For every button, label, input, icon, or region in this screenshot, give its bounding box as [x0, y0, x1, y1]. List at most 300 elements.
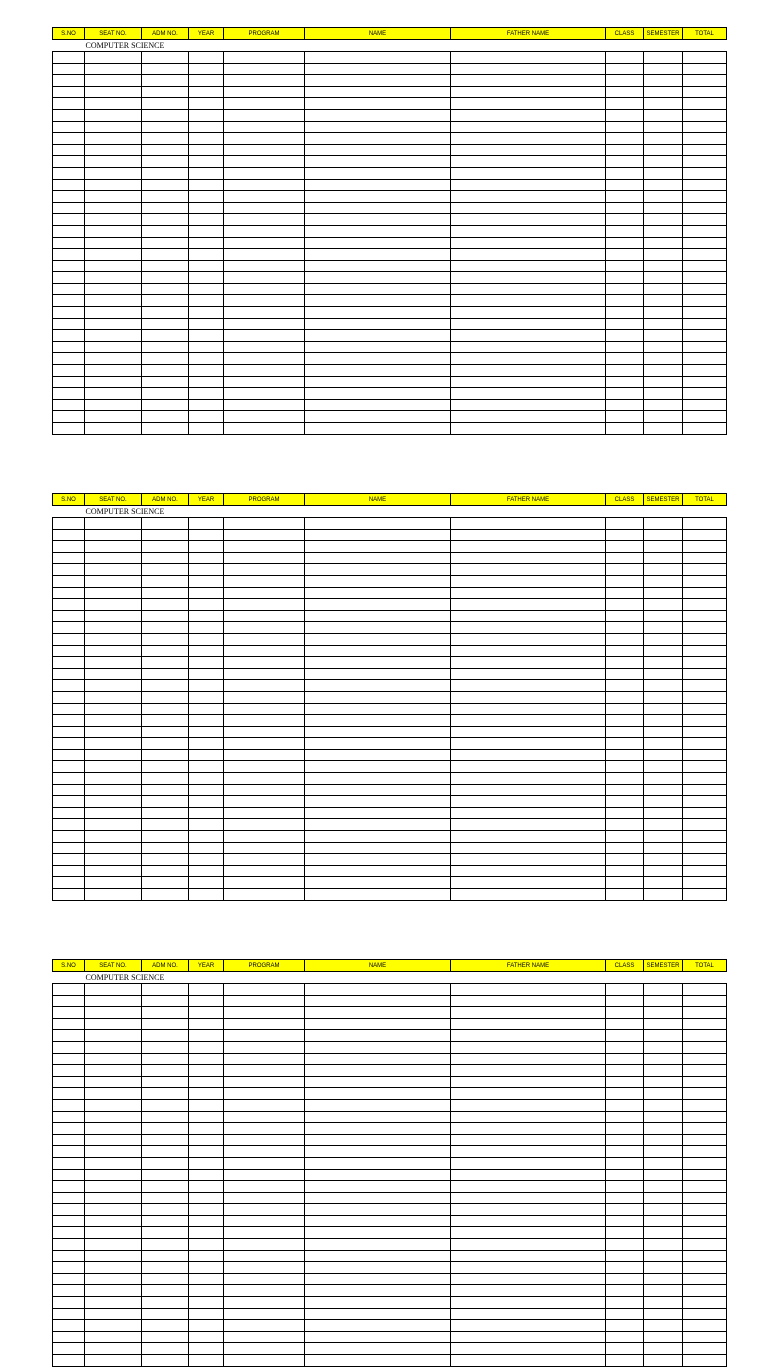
table-cell[interactable]: [305, 388, 451, 400]
table-cell[interactable]: [451, 726, 606, 738]
table-cell[interactable]: [451, 1030, 606, 1042]
table-cell[interactable]: [644, 1262, 683, 1274]
table-cell[interactable]: [683, 237, 727, 249]
table-cell[interactable]: [644, 691, 683, 703]
table-cell[interactable]: [53, 889, 85, 901]
table-cell[interactable]: [53, 819, 85, 831]
table-cell[interactable]: [53, 1273, 85, 1285]
table-cell[interactable]: [189, 1099, 224, 1111]
table-cell[interactable]: [451, 1041, 606, 1053]
table-cell[interactable]: [451, 761, 606, 773]
table-cell[interactable]: [683, 773, 727, 785]
table-cell[interactable]: [53, 167, 85, 179]
table-cell[interactable]: [606, 52, 644, 64]
table-cell[interactable]: [85, 1123, 142, 1135]
table-cell[interactable]: [53, 75, 85, 87]
table-cell[interactable]: [451, 52, 606, 64]
table-cell[interactable]: [85, 622, 142, 634]
table-cell[interactable]: [53, 272, 85, 284]
table-cell[interactable]: [85, 86, 142, 98]
table-cell[interactable]: [683, 365, 727, 377]
table-cell[interactable]: [85, 52, 142, 64]
table-cell[interactable]: [53, 1053, 85, 1065]
table-cell[interactable]: [142, 1308, 189, 1320]
table-cell[interactable]: [305, 552, 451, 564]
table-cell[interactable]: [305, 75, 451, 87]
table-cell[interactable]: [451, 854, 606, 866]
table-cell[interactable]: [606, 575, 644, 587]
table-cell[interactable]: [305, 773, 451, 785]
table-cell[interactable]: [305, 668, 451, 680]
table-cell[interactable]: [683, 133, 727, 145]
table-cell[interactable]: [644, 179, 683, 191]
table-cell[interactable]: [451, 144, 606, 156]
table-cell[interactable]: [224, 98, 305, 110]
table-cell[interactable]: [85, 784, 142, 796]
table-cell[interactable]: [644, 98, 683, 110]
table-cell[interactable]: [224, 1065, 305, 1077]
table-cell[interactable]: [53, 283, 85, 295]
table-cell[interactable]: [451, 1285, 606, 1297]
table-cell[interactable]: [53, 388, 85, 400]
table-cell[interactable]: [683, 1204, 727, 1216]
table-cell[interactable]: [683, 1157, 727, 1169]
table-cell[interactable]: [189, 1285, 224, 1297]
table-cell[interactable]: [606, 365, 644, 377]
table-cell[interactable]: [606, 1320, 644, 1332]
table-cell[interactable]: [224, 680, 305, 692]
table-cell[interactable]: [85, 518, 142, 530]
table-cell[interactable]: [224, 657, 305, 669]
table-cell[interactable]: [189, 272, 224, 284]
table-cell[interactable]: [606, 202, 644, 214]
table-cell[interactable]: [644, 552, 683, 564]
table-cell[interactable]: [53, 854, 85, 866]
table-cell[interactable]: [85, 179, 142, 191]
table-cell[interactable]: [224, 1297, 305, 1309]
table-cell[interactable]: [606, 1018, 644, 1030]
table-cell[interactable]: [85, 98, 142, 110]
table-cell[interactable]: [305, 1181, 451, 1193]
table-cell[interactable]: [644, 318, 683, 330]
table-cell[interactable]: [142, 854, 189, 866]
table-cell[interactable]: [224, 388, 305, 400]
table-cell[interactable]: [644, 1053, 683, 1065]
table-cell[interactable]: [644, 167, 683, 179]
table-cell[interactable]: [53, 179, 85, 191]
table-cell[interactable]: [683, 865, 727, 877]
table-cell[interactable]: [189, 1053, 224, 1065]
table-cell[interactable]: [85, 552, 142, 564]
table-cell[interactable]: [53, 109, 85, 121]
table-cell[interactable]: [85, 865, 142, 877]
table-cell[interactable]: [305, 214, 451, 226]
table-cell[interactable]: [142, 295, 189, 307]
table-cell[interactable]: [644, 63, 683, 75]
table-cell[interactable]: [53, 703, 85, 715]
table-cell[interactable]: [305, 749, 451, 761]
table-cell[interactable]: [189, 1111, 224, 1123]
table-cell[interactable]: [683, 984, 727, 996]
table-cell[interactable]: [683, 423, 727, 435]
table-cell[interactable]: [644, 1076, 683, 1088]
table-cell[interactable]: [644, 1308, 683, 1320]
table-cell[interactable]: [644, 738, 683, 750]
table-cell[interactable]: [644, 1181, 683, 1193]
table-cell[interactable]: [683, 295, 727, 307]
table-cell[interactable]: [142, 283, 189, 295]
table-cell[interactable]: [53, 237, 85, 249]
table-cell[interactable]: [224, 842, 305, 854]
table-cell[interactable]: [606, 738, 644, 750]
table-cell[interactable]: [606, 423, 644, 435]
table-cell[interactable]: [451, 541, 606, 553]
table-cell[interactable]: [189, 1088, 224, 1100]
table-cell[interactable]: [683, 307, 727, 319]
table-cell[interactable]: [189, 807, 224, 819]
table-cell[interactable]: [683, 214, 727, 226]
table-cell[interactable]: [85, 575, 142, 587]
table-cell[interactable]: [189, 179, 224, 191]
table-cell[interactable]: [189, 399, 224, 411]
table-cell[interactable]: [451, 1146, 606, 1158]
table-cell[interactable]: [189, 1204, 224, 1216]
table-cell[interactable]: [451, 1088, 606, 1100]
table-cell[interactable]: [451, 610, 606, 622]
table-cell[interactable]: [644, 376, 683, 388]
table-cell[interactable]: [644, 854, 683, 866]
table-cell[interactable]: [644, 1088, 683, 1100]
table-cell[interactable]: [451, 109, 606, 121]
table-cell[interactable]: [142, 680, 189, 692]
table-cell[interactable]: [606, 1285, 644, 1297]
table-cell[interactable]: [305, 283, 451, 295]
table-cell[interactable]: [142, 691, 189, 703]
table-cell[interactable]: [85, 167, 142, 179]
table-cell[interactable]: [85, 541, 142, 553]
table-cell[interactable]: [451, 1308, 606, 1320]
table-cell[interactable]: [85, 318, 142, 330]
table-cell[interactable]: [85, 1320, 142, 1332]
table-cell[interactable]: [224, 703, 305, 715]
table-cell[interactable]: [451, 202, 606, 214]
table-cell[interactable]: [85, 1297, 142, 1309]
table-cell[interactable]: [451, 295, 606, 307]
table-cell[interactable]: [224, 109, 305, 121]
table-cell[interactable]: [189, 1343, 224, 1355]
table-cell[interactable]: [224, 341, 305, 353]
table-cell[interactable]: [224, 225, 305, 237]
table-cell[interactable]: [606, 341, 644, 353]
table-cell[interactable]: [606, 819, 644, 831]
table-cell[interactable]: [683, 167, 727, 179]
table-cell[interactable]: [53, 633, 85, 645]
table-cell[interactable]: [305, 156, 451, 168]
table-cell[interactable]: [189, 668, 224, 680]
table-cell[interactable]: [305, 738, 451, 750]
table-cell[interactable]: [606, 807, 644, 819]
table-cell[interactable]: [224, 167, 305, 179]
table-cell[interactable]: [189, 225, 224, 237]
table-cell[interactable]: [606, 633, 644, 645]
table-cell[interactable]: [683, 796, 727, 808]
table-cell[interactable]: [606, 587, 644, 599]
table-cell[interactable]: [451, 1227, 606, 1239]
table-cell[interactable]: [224, 1262, 305, 1274]
table-cell[interactable]: [224, 575, 305, 587]
table-cell[interactable]: [142, 1030, 189, 1042]
table-cell[interactable]: [606, 599, 644, 611]
table-cell[interactable]: [683, 260, 727, 272]
table-cell[interactable]: [85, 121, 142, 133]
table-cell[interactable]: [305, 1250, 451, 1262]
table-cell[interactable]: [85, 411, 142, 423]
table-cell[interactable]: [305, 541, 451, 553]
table-cell[interactable]: [85, 703, 142, 715]
table-cell[interactable]: [451, 703, 606, 715]
table-cell[interactable]: [53, 657, 85, 669]
table-cell[interactable]: [683, 1030, 727, 1042]
table-cell[interactable]: [142, 225, 189, 237]
table-cell[interactable]: [85, 388, 142, 400]
table-cell[interactable]: [189, 691, 224, 703]
table-cell[interactable]: [142, 237, 189, 249]
table-cell[interactable]: [305, 272, 451, 284]
table-cell[interactable]: [305, 144, 451, 156]
table-cell[interactable]: [85, 1030, 142, 1042]
table-cell[interactable]: [142, 1053, 189, 1065]
table-cell[interactable]: [53, 1065, 85, 1077]
table-cell[interactable]: [305, 796, 451, 808]
table-cell[interactable]: [606, 1088, 644, 1100]
table-cell[interactable]: [189, 854, 224, 866]
table-cell[interactable]: [305, 249, 451, 261]
table-cell[interactable]: [606, 703, 644, 715]
table-cell[interactable]: [142, 214, 189, 226]
table-cell[interactable]: [53, 1285, 85, 1297]
table-cell[interactable]: [606, 680, 644, 692]
table-cell[interactable]: [606, 865, 644, 877]
table-cell[interactable]: [142, 518, 189, 530]
table-cell[interactable]: [189, 518, 224, 530]
table-cell[interactable]: [142, 1065, 189, 1077]
table-cell[interactable]: [644, 1065, 683, 1077]
table-cell[interactable]: [305, 575, 451, 587]
table-cell[interactable]: [224, 854, 305, 866]
table-cell[interactable]: [53, 1204, 85, 1216]
table-cell[interactable]: [683, 283, 727, 295]
table-cell[interactable]: [142, 376, 189, 388]
table-cell[interactable]: [189, 307, 224, 319]
table-cell[interactable]: [644, 703, 683, 715]
table-cell[interactable]: [53, 399, 85, 411]
table-cell[interactable]: [606, 1111, 644, 1123]
table-cell[interactable]: [606, 109, 644, 121]
table-cell[interactable]: [224, 75, 305, 87]
table-cell[interactable]: [142, 388, 189, 400]
table-cell[interactable]: [224, 552, 305, 564]
table-cell[interactable]: [224, 1030, 305, 1042]
table-cell[interactable]: [305, 854, 451, 866]
table-cell[interactable]: [53, 1355, 85, 1367]
table-cell[interactable]: [305, 877, 451, 889]
table-cell[interactable]: [189, 423, 224, 435]
table-cell[interactable]: [683, 1355, 727, 1367]
table-cell[interactable]: [451, 1018, 606, 1030]
table-cell[interactable]: [85, 1157, 142, 1169]
table-cell[interactable]: [683, 341, 727, 353]
table-cell[interactable]: [53, 1041, 85, 1053]
table-cell[interactable]: [644, 657, 683, 669]
table-cell[interactable]: [451, 1123, 606, 1135]
table-cell[interactable]: [683, 1308, 727, 1320]
table-cell[interactable]: [142, 318, 189, 330]
table-cell[interactable]: [85, 807, 142, 819]
table-cell[interactable]: [53, 1181, 85, 1193]
table-cell[interactable]: [53, 1099, 85, 1111]
table-cell[interactable]: [53, 761, 85, 773]
table-cell[interactable]: [606, 761, 644, 773]
table-cell[interactable]: [189, 773, 224, 785]
table-cell[interactable]: [451, 575, 606, 587]
table-cell[interactable]: [606, 167, 644, 179]
table-cell[interactable]: [683, 877, 727, 889]
table-cell[interactable]: [85, 1146, 142, 1158]
table-cell[interactable]: [305, 237, 451, 249]
table-cell[interactable]: [53, 738, 85, 750]
table-cell[interactable]: [644, 283, 683, 295]
table-cell[interactable]: [606, 63, 644, 75]
table-cell[interactable]: [606, 1308, 644, 1320]
table-cell[interactable]: [606, 1065, 644, 1077]
table-cell[interactable]: [85, 156, 142, 168]
table-cell[interactable]: [224, 622, 305, 634]
table-cell[interactable]: [305, 703, 451, 715]
table-cell[interactable]: [606, 773, 644, 785]
table-cell[interactable]: [142, 564, 189, 576]
table-cell[interactable]: [451, 376, 606, 388]
table-cell[interactable]: [224, 784, 305, 796]
table-cell[interactable]: [683, 109, 727, 121]
table-cell[interactable]: [53, 307, 85, 319]
table-cell[interactable]: [142, 1273, 189, 1285]
table-cell[interactable]: [644, 784, 683, 796]
table-cell[interactable]: [683, 1250, 727, 1262]
table-cell[interactable]: [85, 529, 142, 541]
table-cell[interactable]: [189, 564, 224, 576]
table-cell[interactable]: [189, 645, 224, 657]
table-cell[interactable]: [85, 995, 142, 1007]
table-cell[interactable]: [606, 749, 644, 761]
table-cell[interactable]: [451, 307, 606, 319]
table-cell[interactable]: [644, 133, 683, 145]
table-cell[interactable]: [53, 691, 85, 703]
table-cell[interactable]: [224, 995, 305, 1007]
table-cell[interactable]: [224, 564, 305, 576]
table-cell[interactable]: [644, 1320, 683, 1332]
table-cell[interactable]: [451, 807, 606, 819]
table-cell[interactable]: [53, 1192, 85, 1204]
table-cell[interactable]: [305, 995, 451, 1007]
table-cell[interactable]: [451, 1076, 606, 1088]
table-cell[interactable]: [451, 411, 606, 423]
table-cell[interactable]: [451, 796, 606, 808]
table-cell[interactable]: [85, 889, 142, 901]
table-cell[interactable]: [85, 1065, 142, 1077]
table-cell[interactable]: [451, 865, 606, 877]
table-cell[interactable]: [644, 715, 683, 727]
table-cell[interactable]: [451, 133, 606, 145]
table-cell[interactable]: [142, 411, 189, 423]
table-cell[interactable]: [451, 587, 606, 599]
table-cell[interactable]: [189, 1030, 224, 1042]
table-cell[interactable]: [224, 1088, 305, 1100]
table-cell[interactable]: [85, 225, 142, 237]
table-cell[interactable]: [142, 191, 189, 203]
table-cell[interactable]: [85, 1099, 142, 1111]
table-cell[interactable]: [189, 1181, 224, 1193]
table-cell[interactable]: [451, 633, 606, 645]
table-cell[interactable]: [606, 133, 644, 145]
table-cell[interactable]: [644, 75, 683, 87]
table-cell[interactable]: [85, 237, 142, 249]
table-cell[interactable]: [644, 1007, 683, 1019]
table-cell[interactable]: [305, 564, 451, 576]
table-cell[interactable]: [606, 1157, 644, 1169]
table-cell[interactable]: [224, 1239, 305, 1251]
table-cell[interactable]: [644, 1297, 683, 1309]
table-cell[interactable]: [142, 1041, 189, 1053]
table-cell[interactable]: [305, 680, 451, 692]
table-cell[interactable]: [606, 1123, 644, 1135]
table-cell[interactable]: [683, 587, 727, 599]
table-cell[interactable]: [644, 1134, 683, 1146]
table-cell[interactable]: [305, 865, 451, 877]
table-cell[interactable]: [305, 657, 451, 669]
table-cell[interactable]: [142, 761, 189, 773]
table-cell[interactable]: [606, 622, 644, 634]
table-cell[interactable]: [305, 399, 451, 411]
table-cell[interactable]: [606, 657, 644, 669]
table-cell[interactable]: [224, 1227, 305, 1239]
table-cell[interactable]: [85, 796, 142, 808]
table-cell[interactable]: [85, 668, 142, 680]
table-cell[interactable]: [451, 1065, 606, 1077]
table-cell[interactable]: [142, 599, 189, 611]
table-cell[interactable]: [224, 1007, 305, 1019]
table-cell[interactable]: [451, 179, 606, 191]
table-cell[interactable]: [451, 842, 606, 854]
table-cell[interactable]: [683, 807, 727, 819]
table-cell[interactable]: [644, 645, 683, 657]
table-cell[interactable]: [53, 865, 85, 877]
table-cell[interactable]: [224, 376, 305, 388]
table-cell[interactable]: [85, 376, 142, 388]
table-cell[interactable]: [305, 726, 451, 738]
table-cell[interactable]: [53, 552, 85, 564]
table-cell[interactable]: [189, 365, 224, 377]
table-cell[interactable]: [224, 307, 305, 319]
table-cell[interactable]: [189, 715, 224, 727]
table-cell[interactable]: [53, 86, 85, 98]
table-cell[interactable]: [683, 272, 727, 284]
table-cell[interactable]: [644, 365, 683, 377]
table-cell[interactable]: [451, 1355, 606, 1367]
table-cell[interactable]: [644, 796, 683, 808]
table-cell[interactable]: [305, 1146, 451, 1158]
table-cell[interactable]: [224, 633, 305, 645]
table-cell[interactable]: [189, 1227, 224, 1239]
